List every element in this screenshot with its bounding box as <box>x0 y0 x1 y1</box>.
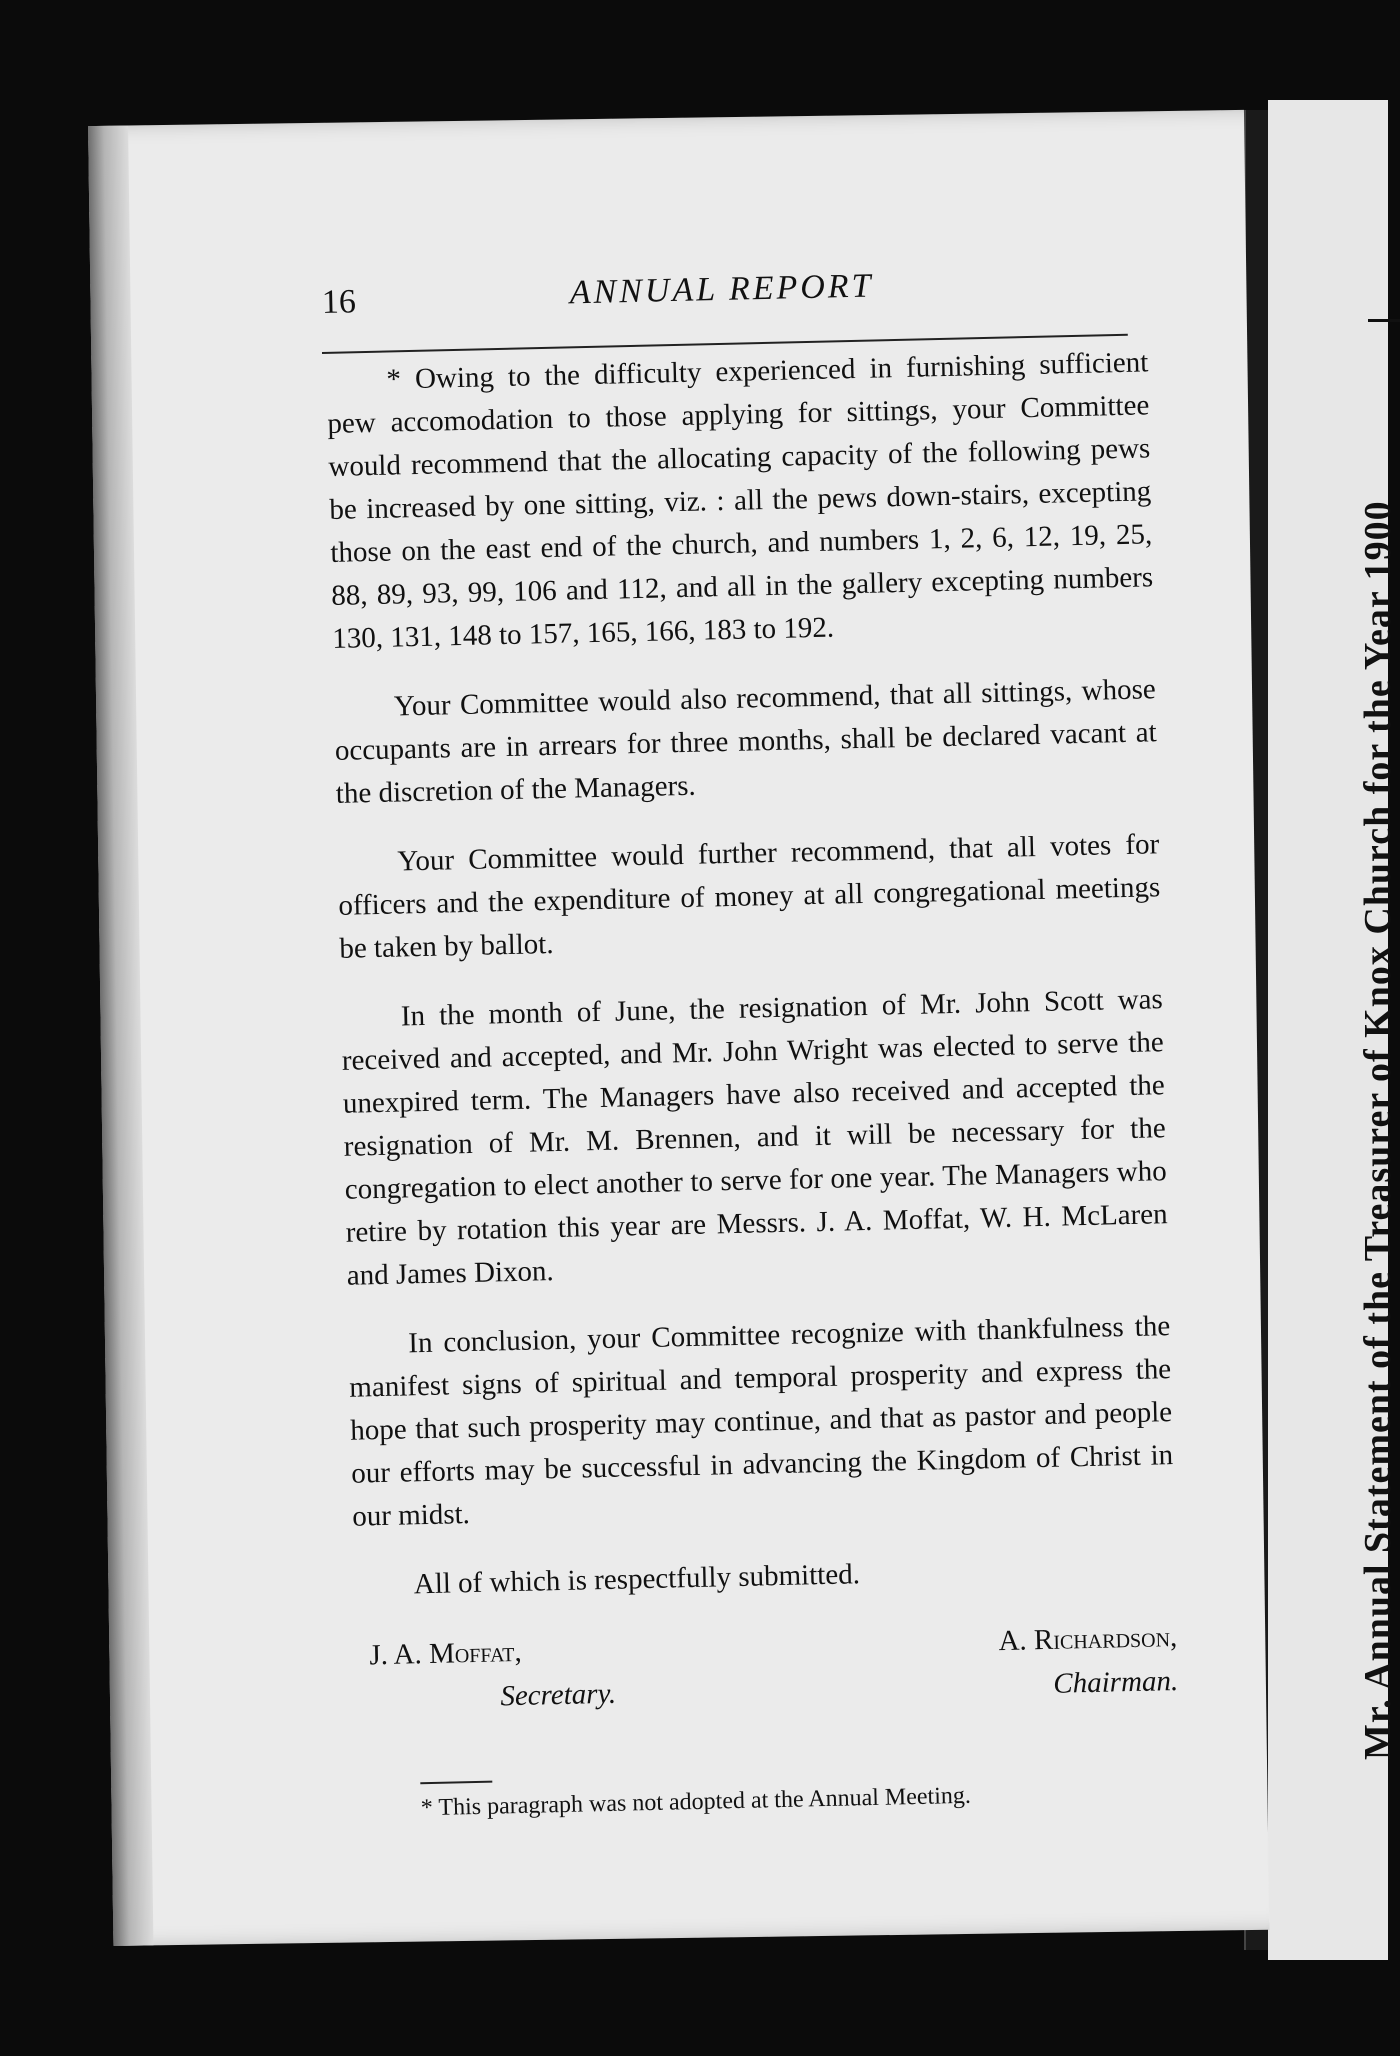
paragraph-pew-allocation: * Owing to the difficulty experienced in furnishing sufficient pew accomodation to those applying for sittings, your Committee would recommend that the allocating capacity of the following pews be increased by one sitting, viz. : all the pews down-stairs, excepting those on the east end of the church, and numbers 1, 2, 6, 12, 19, 25, 88, 89, 93, 99, 106 and 112, and all in the gallery excepting numbers 130, 131, 148 to 157, 165, 166, 183 to 192. <box>327 346 1154 655</box>
paragraph-managers: In the month of June, the resignation of Mr. John Scott was received and accepted, and Mr. John Wright was elected to serve the unexpired term. The Managers have also received and accepted the resignation of Mr. M. Brennen, and it will be necessary for the congregation to elect another to serve for one year. The Managers who retire by rotation this year are Messrs. J. A. Moffat, W. H. McLaren and James Dixon. <box>341 983 1168 1292</box>
chairman-title: Chairman. <box>1052 1665 1179 1700</box>
chairman-name: A. Richardson, <box>998 1621 1178 1658</box>
secretary-title: Secretary. <box>500 1677 617 1713</box>
paragraph-ballot: Your Committee would further recommend, that all votes for officers and the expenditure of money at all congregational meetings be taken by ballot. <box>338 828 1161 965</box>
report-body <box>326 341 1181 1825</box>
footnote: * This paragraph was not adopted at the Annual Meeting. <box>420 1782 972 1822</box>
secretary-signature <box>369 1628 617 1722</box>
paragraph-arrears: Your Committee would also recommend, that all sittings, whose occupants are in arrears for three months, shall be declared vacant at the discretion of the Managers. <box>334 673 1158 810</box>
page-edge-shadow <box>88 126 153 1946</box>
footnote-rule <box>420 1781 492 1785</box>
paragraph-conclusion: In conclusion, your Committee recognize with thankfulness the manifest signs of spiritual and temporal prosperity and express the hope that such prosperity may continue, and that as pastor and people our efforts may be successful in advancing the Kingdom of Christ in our midst. <box>348 1310 1174 1533</box>
chairman-signature <box>998 1615 1179 1707</box>
secretary-name: J. A. Moffat, <box>369 1635 523 1672</box>
paragraph-submission: All of which is respectfully submitted. <box>413 1558 861 1601</box>
page-number: 16 <box>321 283 357 321</box>
running-head: ANNUAL REPORT <box>569 267 874 312</box>
facing-page-sideways-text: Mr. Annual Statement of the Treasurer of Knox Church for the Year 1900 <box>1357 500 1399 1760</box>
signature-block <box>355 1615 1179 1744</box>
facing-page-rule <box>1368 319 1400 322</box>
